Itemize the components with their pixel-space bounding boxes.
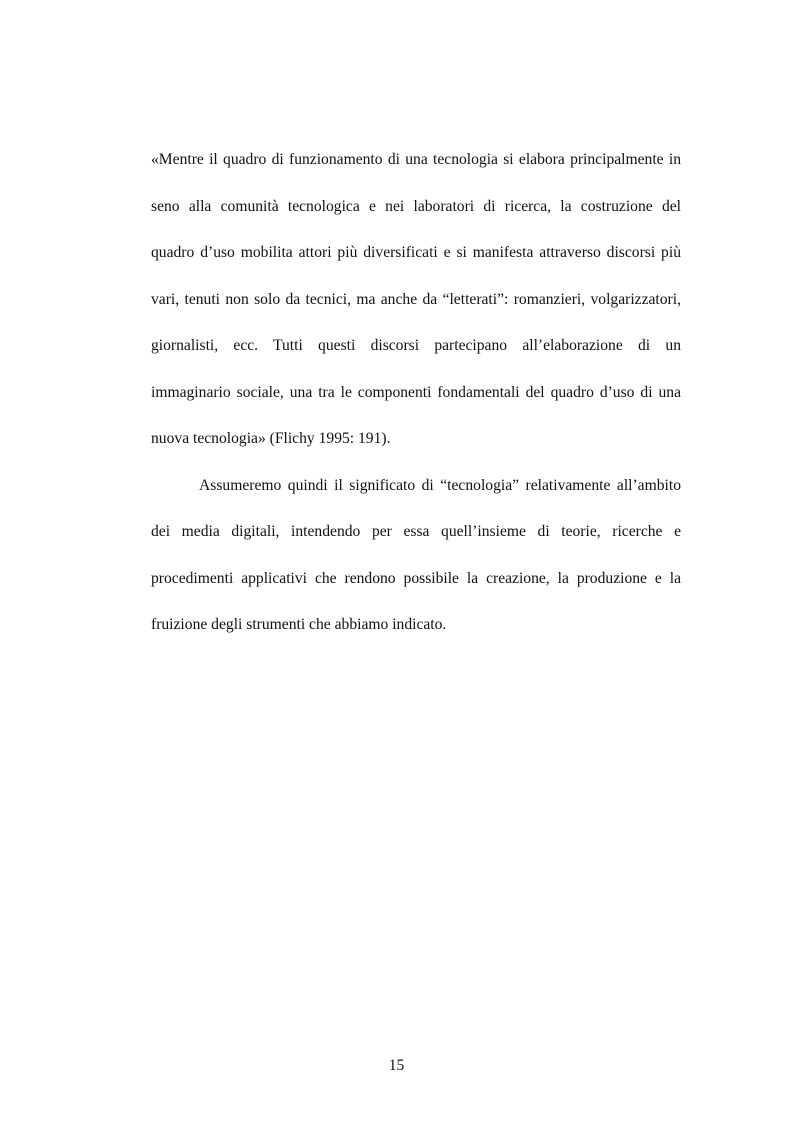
text-line: fruizione degli strumenti che abbiamo indicato. <box>151 616 447 633</box>
text-line: immaginario sociale, una tra le componenti fondamentali del quadro d’uso di una <box>151 383 681 401</box>
text-line: procedimenti applicativi che rendono possibile la creazione, la produzione e la <box>151 569 681 587</box>
text-line: nuova tecnologia» (Flichy 1995: 191). <box>151 430 391 447</box>
text-line: quadro d’uso mobilita attori più diversificati e si manifesta attraverso discorsi più <box>151 244 681 261</box>
paragraph-definition <box>151 474 681 637</box>
text-line: Assumeremo quindi il significato di “tecnologia” relativamente all’ambito <box>199 476 681 494</box>
text-line: vari, tenuti non solo da tecnici, ma anche da “letterati”: romanzieri, volgarizzatori, <box>151 290 681 308</box>
text-line: dei media digitali, intendendo per essa quell’insieme di teorie, ricerche e <box>151 523 681 540</box>
paragraph-quote <box>151 148 681 450</box>
text-line: seno alla comunità tecnologica e nei laboratori di ricerca, la costruzione del <box>151 197 681 215</box>
page-number: 15 <box>388 1057 405 1074</box>
body-text <box>151 148 681 636</box>
text-line: «Mentre il quadro di funzionamento di una tecnologia si elabora principalmente in <box>151 151 681 168</box>
text-line: giornalisti, ecc. Tutti questi discorsi partecipano all’elaborazione di un <box>151 337 681 354</box>
